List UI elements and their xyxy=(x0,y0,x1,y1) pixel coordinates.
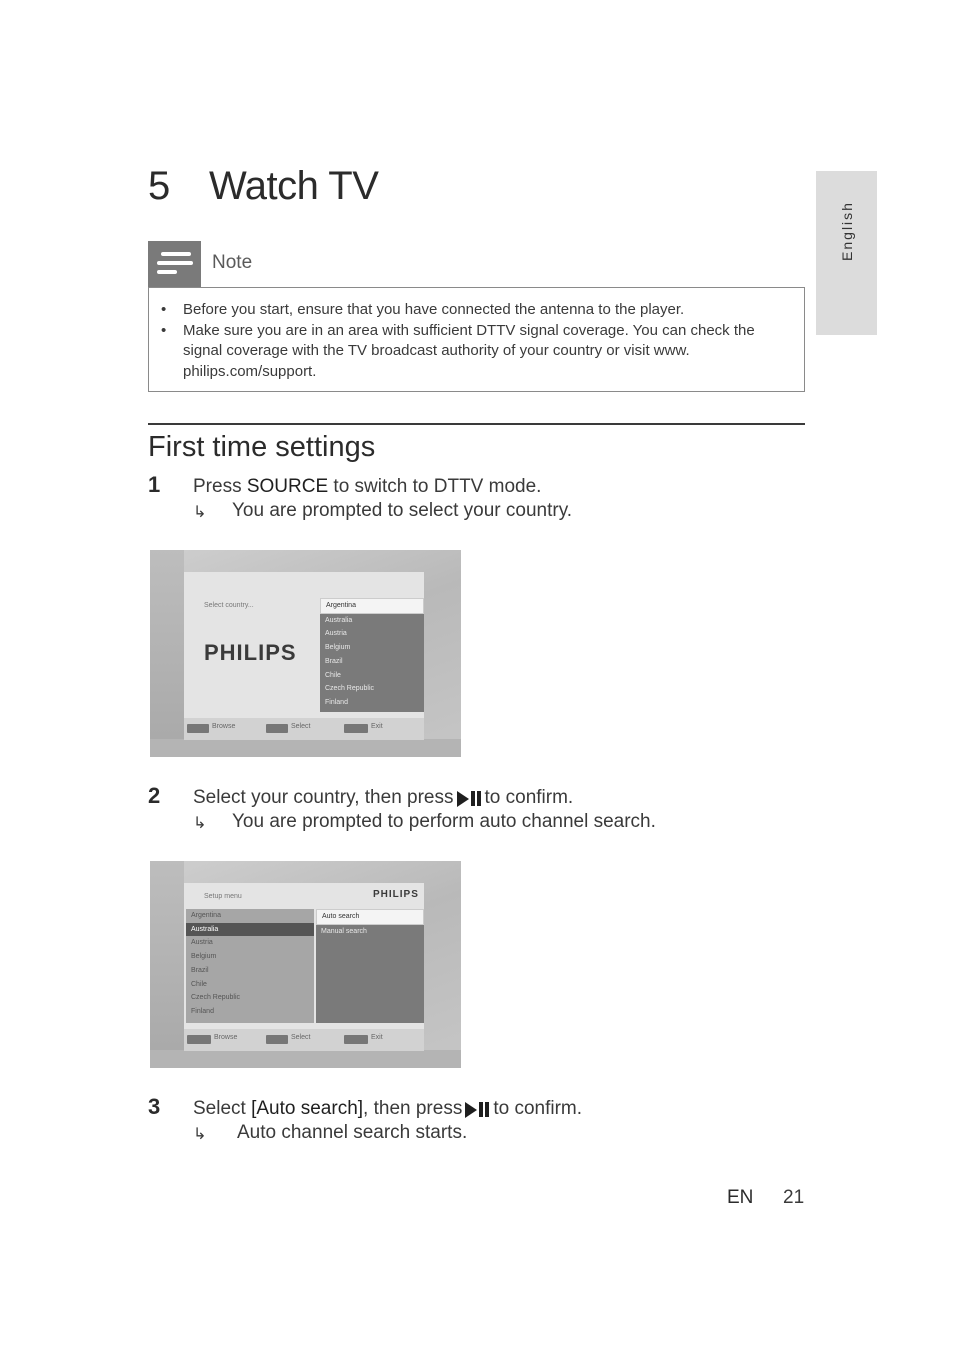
country-list-item: Chile xyxy=(191,980,207,988)
country-list-item: Austria xyxy=(325,630,347,638)
country-list-item: Brazil xyxy=(325,657,343,665)
page-number: 21 xyxy=(783,1187,805,1208)
step-text-mid: , then press xyxy=(363,1098,463,1119)
country-list-item: Argentina xyxy=(320,598,424,614)
footer-browse: Browse xyxy=(212,723,236,730)
country-list-item: Argentina xyxy=(191,912,221,919)
country-list-item: Australia xyxy=(325,616,353,624)
country-list-item: Belgium xyxy=(191,953,217,961)
screenshot-setup-menu xyxy=(150,861,461,1068)
step-result: Auto channel search starts. xyxy=(237,1122,468,1143)
chapter-number: 5 xyxy=(148,164,171,208)
search-option: Auto search xyxy=(316,909,424,925)
step-result: You are prompted to select your country. xyxy=(232,500,573,521)
step-text xyxy=(193,1096,582,1123)
chapter-title: Watch TV xyxy=(209,164,379,208)
language-code: EN xyxy=(727,1187,754,1208)
search-option: Manual search xyxy=(321,927,367,935)
select-key-icon xyxy=(266,724,288,733)
note-box xyxy=(148,287,805,392)
philips-logo: PHILIPS xyxy=(204,640,297,665)
step-text-after: to switch to DTTV mode. xyxy=(328,476,542,497)
step-text-before: Press xyxy=(193,476,247,497)
step-text xyxy=(193,785,573,812)
step-text-after: to confirm. xyxy=(493,1098,583,1119)
step-number: 3 xyxy=(148,1094,161,1119)
country-list xyxy=(320,598,424,712)
result-arrow-icon: ↳ xyxy=(193,815,207,832)
country-list-item: Czech Republic xyxy=(325,685,375,693)
country-list-item: Belgium xyxy=(325,644,351,652)
country-list-item: Chile xyxy=(325,671,341,679)
step-text xyxy=(193,474,541,500)
language-tab xyxy=(816,171,877,335)
screen-title: Setup menu xyxy=(204,893,242,900)
screenshot-select-country xyxy=(150,550,461,757)
select-key-icon xyxy=(266,1035,288,1044)
philips-logo: PHILIPS xyxy=(373,889,419,900)
country-list-item: Finland xyxy=(325,698,348,706)
footer-select: Select xyxy=(291,1034,311,1041)
footer-browse: Browse xyxy=(214,1034,238,1041)
note-label: Note xyxy=(212,252,253,273)
language-tab-label: English xyxy=(838,201,855,261)
screen-footer xyxy=(184,718,424,740)
footer-exit: Exit xyxy=(371,1034,383,1041)
note-item: • Before you start, ensure that you have connected the antenna to the player. xyxy=(161,300,781,321)
step-keyword: [Auto search] xyxy=(251,1098,364,1119)
step-result: You are prompted to perform auto channel search. xyxy=(232,811,656,832)
screen-prompt: Select country... xyxy=(204,602,254,609)
section-title: First time settings xyxy=(148,431,376,463)
browse-key-icon xyxy=(187,1035,211,1044)
section-divider xyxy=(148,423,805,425)
screen-footer xyxy=(184,1029,424,1051)
country-list xyxy=(186,909,314,1023)
country-list-item: Australia xyxy=(186,923,314,937)
step-text-before: Select xyxy=(193,1098,252,1119)
setup-key-icon xyxy=(344,1035,368,1044)
search-options-list xyxy=(316,909,424,1023)
setup-key-icon xyxy=(344,724,368,733)
browse-key-icon xyxy=(187,724,209,733)
result-arrow-icon: ↳ xyxy=(193,1126,207,1143)
note-item xyxy=(161,321,781,383)
country-list-item: Finland xyxy=(191,1007,214,1015)
step-text-before: Select your country, then press xyxy=(193,787,454,808)
note-item-text: Make sure you are in an area with sufficient DTTV signal coverage. You can check the signal coverage with the TV broadcast authority of your country or visit www. xyxy=(183,321,755,359)
country-list-item: Austria xyxy=(191,939,213,947)
step-number: 1 xyxy=(148,472,161,497)
result-arrow-icon: ↳ xyxy=(193,504,207,521)
country-list-item: Brazil xyxy=(191,966,209,974)
note-icon xyxy=(148,241,201,287)
country-list-item: Czech Republic xyxy=(191,994,241,1002)
footer-select: Select xyxy=(291,723,311,730)
note-item-link: philips.com/support. xyxy=(183,362,317,380)
step-text-after: to confirm. xyxy=(484,787,574,808)
footer-exit: Exit xyxy=(371,723,383,730)
play-pause-icon xyxy=(457,786,481,812)
play-pause-icon xyxy=(465,1097,489,1123)
step-number: 2 xyxy=(148,783,161,808)
step-keyword: SOURCE xyxy=(246,476,329,497)
